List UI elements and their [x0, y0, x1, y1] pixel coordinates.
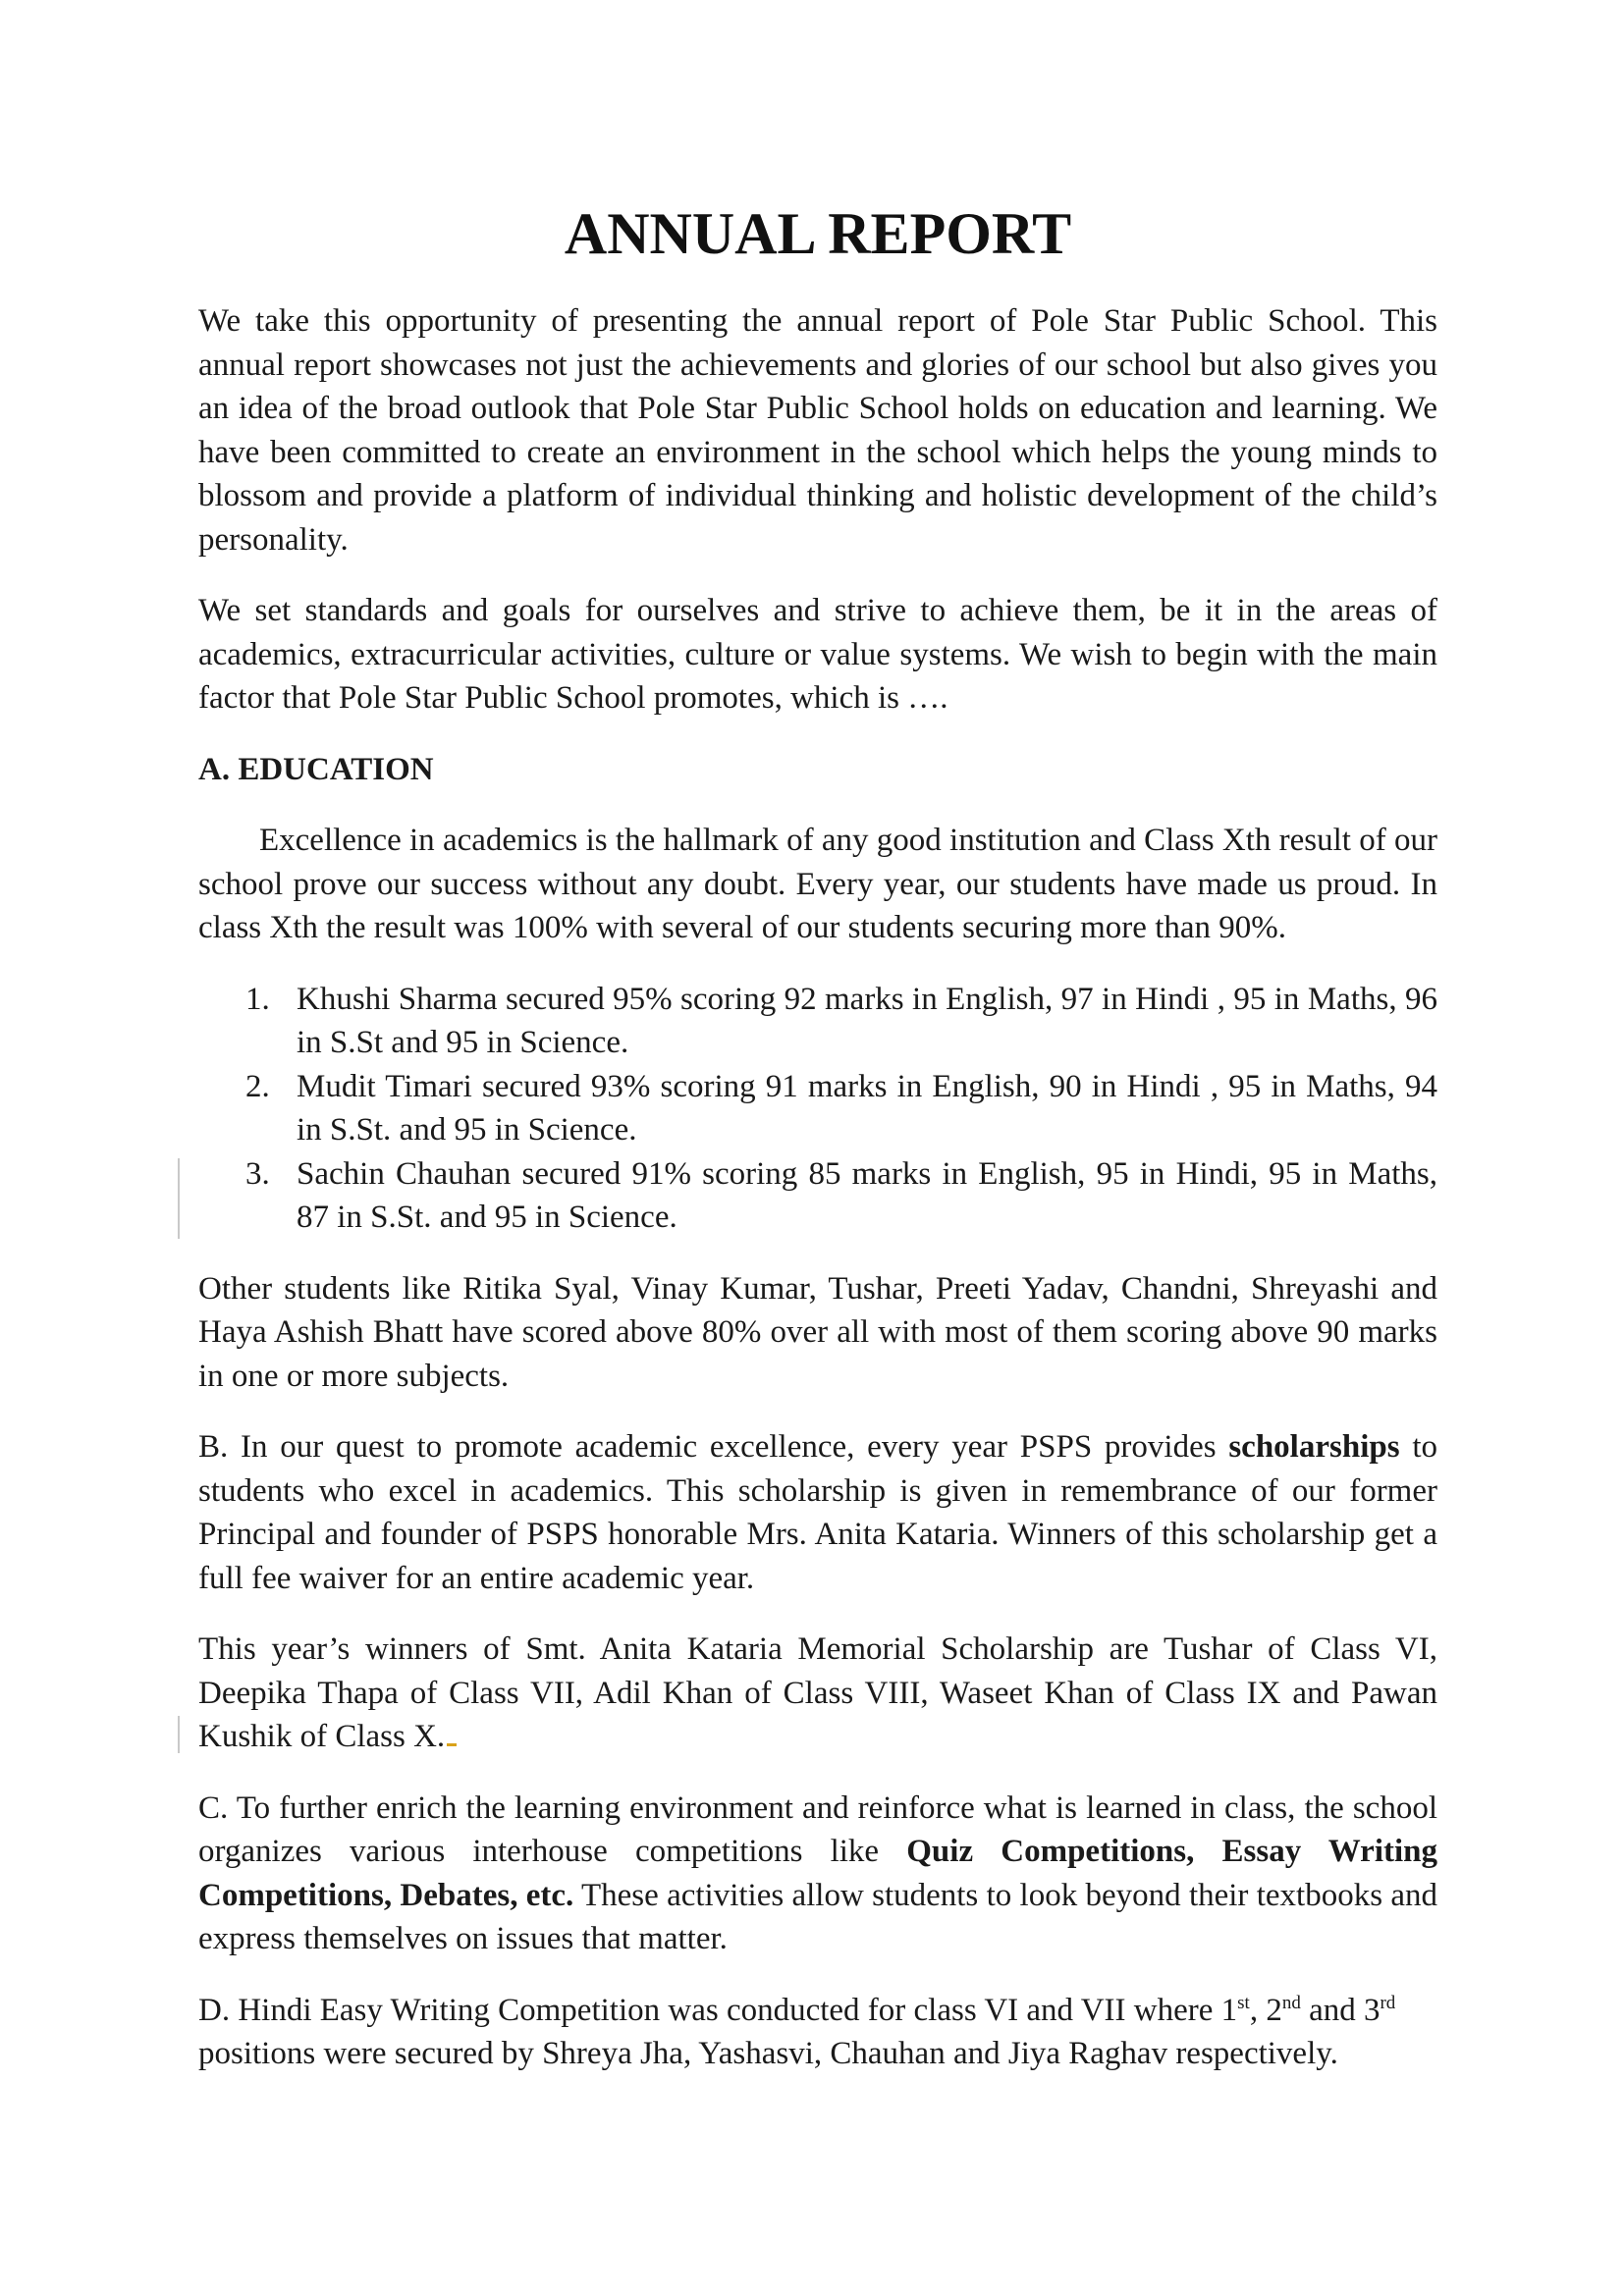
page-title: ANNUAL REPORT	[564, 201, 1072, 266]
report-body	[198, 299, 1437, 2104]
list-item-text: Mudit Timari secured 93% scoring 91 marks in English, 90 in Hindi , 95 in Maths, 94 in S.St. and 95 in Science.	[297, 1068, 1437, 1148]
toppers-list	[198, 978, 1437, 1240]
other-students-paragraph: Other students like Ritika Syal, Vinay Kumar, Tushar, Preeti Yadav, Chandni, Shreyashi and Haya Ashish Bhatt have scored above 80% over all with most of them scoring above 90 marks in one or more subjects.	[198, 1270, 1437, 1394]
list-item	[245, 978, 1437, 1065]
hindi-text-4: positions were secured by Shreya Jha, Yashasvi, Chauhan and Jiya Raghav respectively.	[198, 2036, 1338, 2071]
competitions-text-end: These activities allow students to look beyond their textbooks and express themselves on issues that matter.	[198, 1877, 1437, 1956]
scholarship-winners-text: This year’s winners of Smt. Anita Kataria Memorial Scholarship are Tushar of Class VI, Deepika Thapa of Class VII, Adil Khan of Class VIII, Waseet Khan of Class IX and Pawan Kushik of Class X.	[198, 1631, 1437, 1754]
ordinal-suffix-3: rd	[1380, 1992, 1396, 2013]
list-number: 2.	[245, 1068, 270, 1104]
competitions-paragraph	[198, 1787, 1437, 1961]
intro-paragraph-2: We set standards and goals for ourselves and strive to achieve them, be it in the areas of academics, extracurricular activities, culture or value systems. We wish to begin with the main factor that Pole Star Public School promotes, which is ….	[198, 593, 1437, 716]
ordinal-suffix-2: nd	[1281, 1992, 1301, 2013]
text-cursor-mark	[447, 1743, 457, 1746]
scholarship-winners-paragraph	[198, 1628, 1437, 1759]
competitions-bold-text: Quiz Competitions, Essay Writing Competitions, Debates, etc.	[198, 1834, 1437, 1913]
list-number: 1.	[245, 981, 270, 1017]
ordinal-suffix-1: st	[1237, 1992, 1250, 2013]
list-item	[245, 1152, 1437, 1240]
list-number: 3.	[245, 1155, 270, 1192]
change-bar-1	[178, 1158, 180, 1239]
education-paragraph: Excellence in academics is the hallmark of any good institution and Class Xth result of our school prove our success without any doubt. Every year, our students have made us proud. In class Xth the result was 100% with several of our students securing more than 90%.	[198, 823, 1437, 945]
scholarship-text-end: to students who excel in academics. This scholarship is given in remembrance of our former Principal and founder of PSPS honorable Mrs. Anita Kataria. Winners of this scholarship get a full fee waiver for an entire academic year.	[198, 1429, 1437, 1596]
hindi-text-3: and 3	[1300, 1992, 1380, 2028]
competitions-text-start: C. To further enrich the learning environment and reinforce what is learned in class, the school organizes various interhouse competitions like	[198, 1789, 1437, 1869]
scholarship-text-start: B. In our quest to promote academic excellence, every year PSPS provides	[198, 1429, 1229, 1465]
list-item-text: Sachin Chauhan secured 91% scoring 85 marks in English, 95 in Hindi, 95 in Maths, 87 in S.St. and 95 in Science.	[297, 1155, 1437, 1235]
change-bar-2	[178, 1716, 180, 1753]
hindi-text-1: D. Hindi Easy Writing Competition was conducted for class VI and VII where 1	[198, 1992, 1238, 2028]
intro-paragraph-1: We take this opportunity of presenting the annual report of Pole Star Public School. This annual report showcases not just the achievements and glories of our school but also gives you an idea of the broad outlook that Pole Star Public School holds on education and learning. We have been committed to create an environment in the school which helps the young minds to blossom and provide a platform of individual thinking and holistic development of the child’s personality.	[198, 303, 1437, 558]
list-item-text: Khushi Sharma secured 95% scoring 92 marks in English, 97 in Hindi , 95 in Maths, 96 in S.St and 95 in Science.	[297, 981, 1437, 1060]
list-item	[245, 1065, 1437, 1152]
scholarships-bold-text: scholarships	[1228, 1429, 1400, 1465]
hindi-text-2: , 2	[1249, 1992, 1282, 2028]
hindi-competition-paragraph	[198, 1989, 1437, 2076]
section-heading-education: A. EDUCATION	[198, 751, 434, 787]
scholarship-paragraph	[198, 1425, 1437, 1600]
